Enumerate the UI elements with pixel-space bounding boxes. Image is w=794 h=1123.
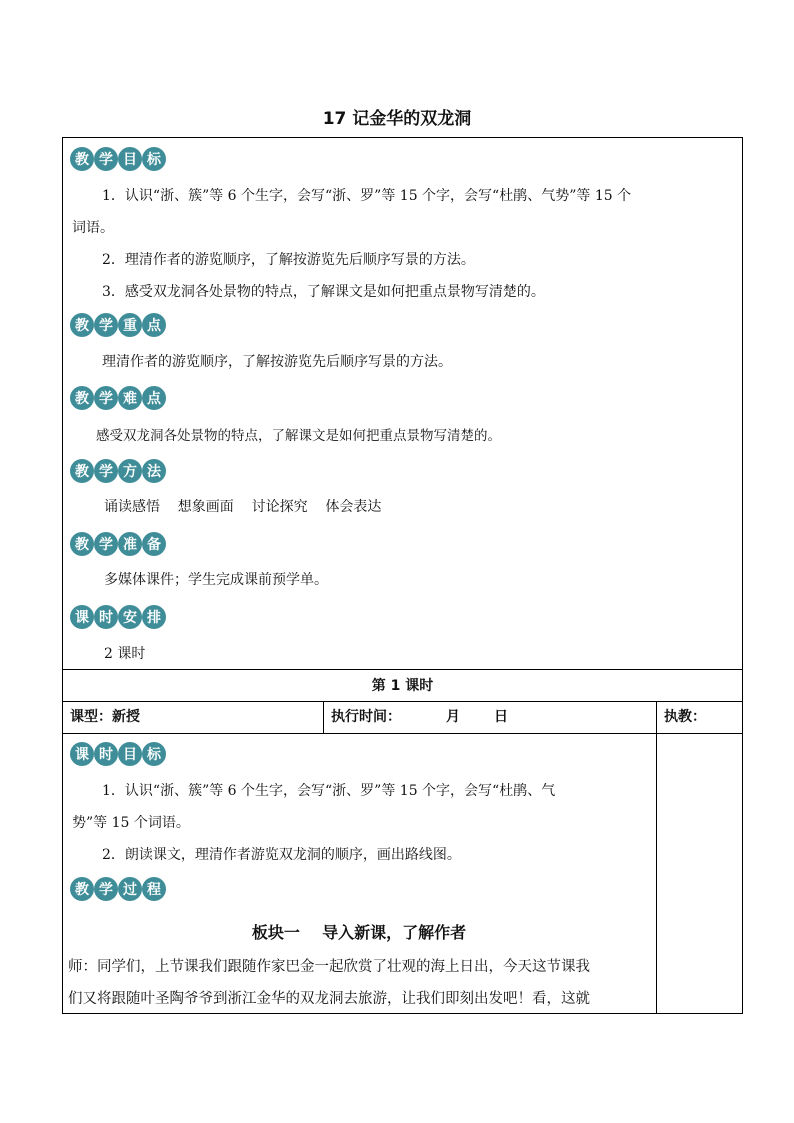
goals-badge: 教 学 目 标 [70,147,166,171]
lesson-header: 第 1 课时 [371,678,434,694]
lesson-goal-1: 1．认识“浙、簇”等 6 个生字，会写“浙、罗”等 15 个字，会写“杜鹃、气 [102,783,556,799]
goal-2: 2．理清作者的游览顺序，了解按游览先后顺序写景的方法。 [102,252,475,268]
section-1-line-2: 们又将跟随叶圣陶爷爷到浙江金华的双龙洞去旅游，让我们即刻出发吧！看，这就 [68,991,590,1007]
process-badge: 教 学 过 程 [70,877,166,901]
goal-3: 3．感受双龙洞各处景物的特点，了解课文是如何把重点景物写清楚的。 [102,284,545,300]
methods-text: 诵读感悟 想象画面 讨论探究 体会表达 [104,499,382,515]
teacher-label: 执教： [664,709,706,725]
key-points-badge: 教 学 重 点 [70,313,166,337]
lesson-goal-2: 2．朗读课文，理清作者游览双龙洞的顺序，画出路线图。 [102,847,461,863]
schedule-badge: 课 时 安 排 [70,605,166,629]
row-divider [62,669,743,670]
difficulties-badge: 教 学 难 点 [70,386,166,410]
execution-day: 日 [494,709,508,725]
goal-1-cont: 词语。 [72,220,114,236]
lesson-goals-badge: 课 时 目 标 [70,742,166,766]
lesson-goal-1-cont: 势”等 15 个词语。 [72,815,190,831]
methods-badge: 教 学 方 法 [70,459,166,483]
row-divider [62,733,743,734]
preparation-badge: 教 学 准 备 [70,532,166,556]
lesson-type: 课型：新授 [70,709,140,725]
col-divider [656,701,657,1014]
section-1-line-1: 师：同学们，上节课我们跟随作家巴金一起欣赏了壮观的海上日出，今天这节课我 [68,959,590,975]
goal-1: 1．认识“浙、簇”等 6 个生字，会写“浙、罗”等 15 个字，会写“杜鹃、气势”等 15 个 [102,188,632,204]
row-divider [62,701,743,702]
key-points-text: 理清作者的游览顺序，了解按游览先后顺序写景的方法。 [102,354,452,370]
preparation-text: 多媒体课件；学生完成课前预学单。 [104,572,328,588]
col-divider [323,701,324,733]
execution-month: 月 [446,709,460,725]
schedule-text: 2 课时 [104,646,146,662]
section-1-title: 板块一 导入新课，了解作者 [251,923,467,942]
difficulties-text: 感受双龙洞各处景物的特点，了解课文是如何把重点景物写清楚的。 [96,428,501,444]
execution-time-label: 执行时间： [331,709,401,725]
document-title: 17 记金华的双龙洞 [322,109,472,129]
